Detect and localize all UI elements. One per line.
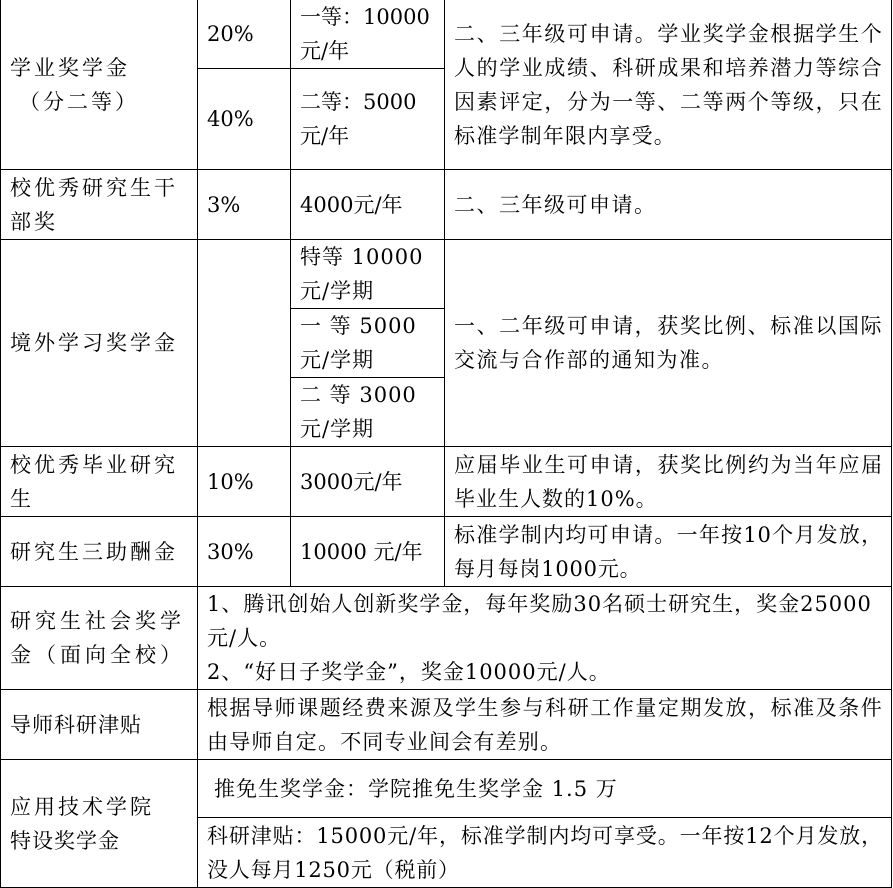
amount-cell: 二等：5000元/年 bbox=[291, 69, 445, 170]
category-cell: 校优秀毕业研究生 bbox=[1, 447, 198, 517]
amount-cell: 特等 10000元/学期 bbox=[291, 240, 445, 309]
ratio-cell: 40% bbox=[198, 69, 291, 170]
note-cell: 标准学制内均可申请。一年按10个月发放，每月每岗1000元。 bbox=[445, 517, 892, 587]
ratio-cell: 30% bbox=[198, 517, 291, 587]
category-cell: 校优秀研究生干部奖 bbox=[1, 170, 198, 240]
note-cell: 二、三年级可申请。学业奖学金根据学生个人的学业成绩、科研成果和培养潜力等综合因素评定，分为一等、二等两个等级，只在标准学制年限内享受。 bbox=[445, 0, 892, 170]
table-row bbox=[1, 690, 892, 760]
social-line: 2、“好日子奖学金”，奖金10000元/人。 bbox=[207, 660, 611, 684]
social-line: 1、腾讯创始人创新奖学金，每年奖励30名硕士研究生，奖金25000元/人。 bbox=[207, 592, 872, 650]
note-cell bbox=[198, 587, 892, 690]
category-line: （分二等） bbox=[19, 89, 139, 114]
table-row bbox=[1, 447, 892, 517]
category-line: 学业奖学金 bbox=[10, 55, 130, 80]
amount-cell: 一 等 5000元/学期 bbox=[291, 309, 445, 378]
category-cell: 境外学习奖学金 bbox=[1, 240, 198, 447]
category-cell bbox=[1, 0, 198, 170]
ratio-cell: 10% bbox=[198, 447, 291, 517]
amount-cell: 3000元/年 bbox=[291, 447, 445, 517]
table-row bbox=[1, 587, 892, 690]
category-cell: 导师科研津贴 bbox=[1, 690, 198, 760]
category-cell: 研究生三助酬金 bbox=[1, 517, 198, 587]
ratio-cell bbox=[198, 240, 291, 447]
table-row bbox=[1, 517, 892, 587]
ratio-cell: 20% bbox=[198, 0, 291, 69]
category-cell: 研究生社会奖学金（面向全校） bbox=[1, 587, 198, 690]
note-cell: 二、三年级可申请。 bbox=[445, 170, 892, 240]
category-line: 特设奖学金 bbox=[10, 828, 120, 853]
note-cell: 应届毕业生可申请，获奖比例约为当年应届毕业生人数的10%。 bbox=[445, 447, 892, 517]
note-cell: 根据导师课题经费来源及学生参与科研工作量定期发放，标准及条件由导师自定。不同专业间会有差别。 bbox=[198, 690, 892, 760]
ratio-cell: 3% bbox=[198, 170, 291, 240]
note-cell: 科研津贴：15000元/年，标准学制内均可享受。一年按12个月发放，没人每月1250元（税前） bbox=[198, 818, 892, 888]
note-cell: 推免生奖学金：学院推免生奖学金 1.5 万 bbox=[198, 760, 892, 818]
table-row bbox=[1, 170, 892, 240]
table-row bbox=[1, 0, 892, 69]
category-cell bbox=[1, 760, 198, 888]
category-line: 应用技术学院 bbox=[10, 794, 154, 819]
table-row bbox=[1, 240, 892, 309]
note-cell: 一、二年级可申请，获奖比例、标准以国际交流与合作部的通知为准。 bbox=[445, 240, 892, 447]
amount-cell: 10000 元/年 bbox=[291, 517, 445, 587]
table-row bbox=[1, 760, 892, 818]
amount-cell: 二 等 3000元/学期 bbox=[291, 378, 445, 447]
amount-cell: 一等：10000元/年 bbox=[291, 0, 445, 69]
amount-cell: 4000元/年 bbox=[291, 170, 445, 240]
